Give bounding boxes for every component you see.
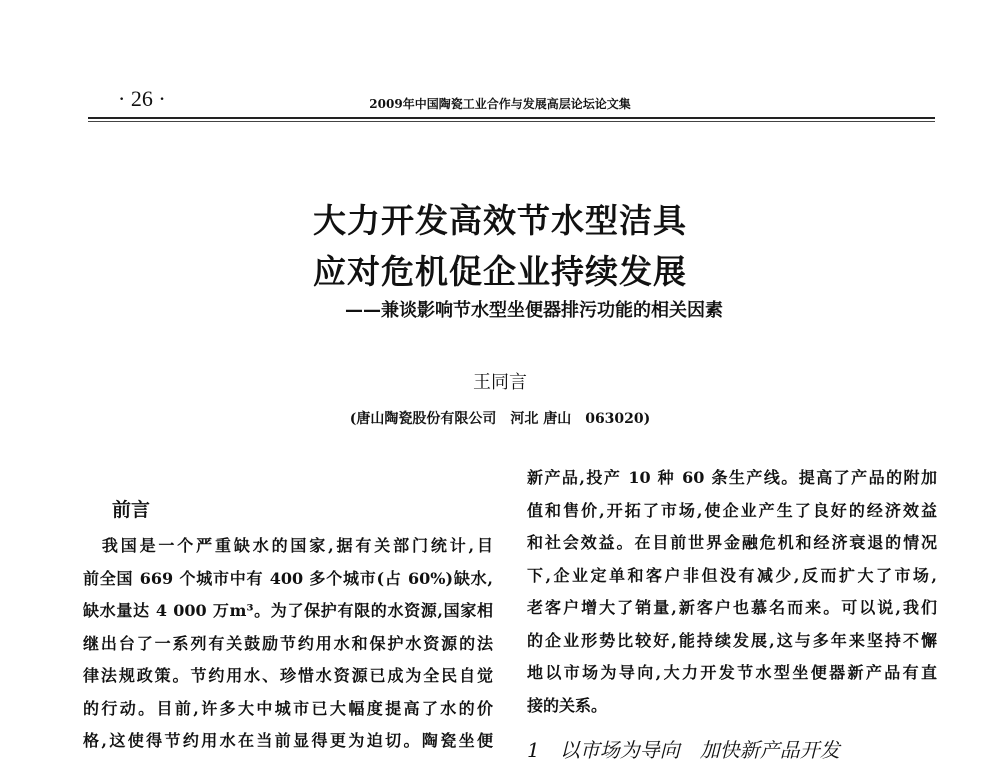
running-title: 2009年中国陶瓷工业合作与发展高层论坛论文集 xyxy=(369,97,631,111)
body-line: 律法规政策。节约用水、珍惜水资源已成为全民自觉 xyxy=(83,666,493,685)
body-line: 地以市场为导向,大力开发节水型坐便器新产品有直 xyxy=(527,663,937,682)
page-number: · 26 · xyxy=(118,86,166,111)
body-line: 格,这使得节约用水在当前显得更为迫切。陶瓷坐便 xyxy=(83,731,493,750)
body-line: 老客户增大了销量,新客户也慕名而来。可以说,我们 xyxy=(527,598,937,617)
body-line: 的企业形势比较好,能持续发展,这与多年来坚持不懈 xyxy=(527,630,937,650)
left-column-body xyxy=(83,530,493,758)
article-title-line-2: 应对危机促企业持续发展 xyxy=(313,252,687,291)
header-rule-thin xyxy=(88,121,935,122)
affiliation: (唐山陶瓷股份有限公司 河北 唐山 063020) xyxy=(349,411,651,427)
section-heading-preface: 前言 xyxy=(112,499,151,521)
body-line: 缺水量达 4 000 万m³。为了保护有限的水资源,国家相 xyxy=(83,601,493,620)
article-title-line-1: 大力开发高效节水型洁具 xyxy=(313,201,687,240)
body-line: 前全国 669 个城市中有 400 多个城市(占 60%)缺水, xyxy=(83,568,493,588)
body-line: 我国是一个严重缺水的国家,据有关部门统计,目 xyxy=(83,536,493,555)
body-line: 和社会效益。在目前世界金融危机和经济衰退的情况 xyxy=(527,533,937,552)
body-line: 接的关系。 xyxy=(527,695,608,715)
body-line: 的行动。目前,许多大中城市已大幅度提高了水的价 xyxy=(83,698,493,718)
body-line: 新产品,投产 10 种 60 条生产线。提高了产品的附加 xyxy=(527,468,937,487)
section-heading-1: 1 以市场为导向 加快新产品开发 xyxy=(527,738,840,762)
body-line: 下,企业定单和客户非但没有减少,反而扩大了市场, xyxy=(527,565,937,585)
header-rule xyxy=(88,117,935,119)
body-line: 继出台了一系列有关鼓励节约用水和保护水资源的法 xyxy=(83,633,493,653)
article-subtitle: ——兼谈影响节水型坐便器排污功能的相关因素 xyxy=(345,300,723,321)
body-line: 值和售价,开拓了市场,使企业产生了良好的经济效益 xyxy=(527,500,937,520)
right-column-body xyxy=(527,462,937,722)
author: 王同言 xyxy=(473,372,527,393)
